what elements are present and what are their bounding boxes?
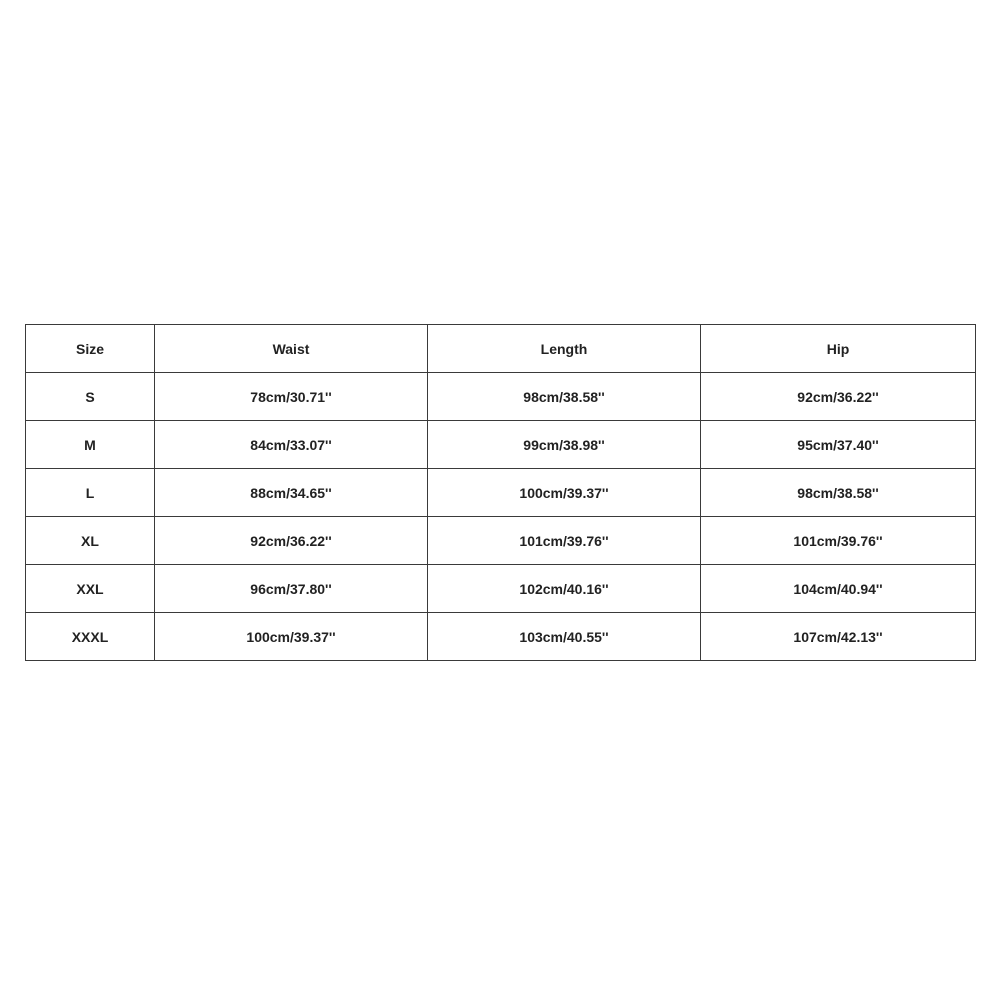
cell-hip: 101cm/39.76''	[701, 517, 976, 565]
table-row	[26, 469, 976, 517]
cell-length: 100cm/39.37''	[428, 469, 701, 517]
cell-waist: 84cm/33.07''	[155, 421, 428, 469]
cell-size: L	[26, 469, 155, 517]
cell-hip: 107cm/42.13''	[701, 613, 976, 661]
cell-size: XXL	[26, 565, 155, 613]
cell-size: XL	[26, 517, 155, 565]
cell-hip: 104cm/40.94''	[701, 565, 976, 613]
cell-waist: 100cm/39.37''	[155, 613, 428, 661]
cell-size: S	[26, 373, 155, 421]
table-row	[26, 565, 976, 613]
table-row	[26, 517, 976, 565]
cell-hip: 95cm/37.40''	[701, 421, 976, 469]
size-chart-table	[25, 324, 976, 661]
cell-length: 103cm/40.55''	[428, 613, 701, 661]
header-waist: Waist	[155, 325, 428, 373]
cell-length: 101cm/39.76''	[428, 517, 701, 565]
cell-waist: 92cm/36.22''	[155, 517, 428, 565]
header-hip: Hip	[701, 325, 976, 373]
table-row	[26, 421, 976, 469]
cell-hip: 92cm/36.22''	[701, 373, 976, 421]
table-row	[26, 613, 976, 661]
cell-waist: 88cm/34.65''	[155, 469, 428, 517]
cell-length: 102cm/40.16''	[428, 565, 701, 613]
cell-length: 98cm/38.58''	[428, 373, 701, 421]
cell-size: M	[26, 421, 155, 469]
table-header-row	[26, 325, 976, 373]
table-row	[26, 373, 976, 421]
cell-waist: 96cm/37.80''	[155, 565, 428, 613]
header-length: Length	[428, 325, 701, 373]
cell-waist: 78cm/30.71''	[155, 373, 428, 421]
cell-size: XXXL	[26, 613, 155, 661]
header-size: Size	[26, 325, 155, 373]
cell-hip: 98cm/38.58''	[701, 469, 976, 517]
cell-length: 99cm/38.98''	[428, 421, 701, 469]
